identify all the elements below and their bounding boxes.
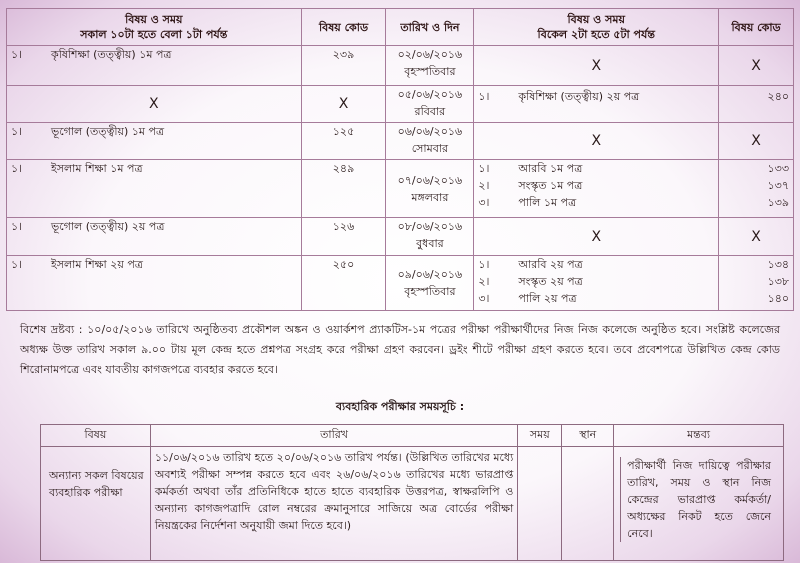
date: ০৮/০৬/২০১৬ <box>397 220 463 233</box>
practical-time <box>518 447 562 561</box>
practical-remarks-cell <box>614 447 784 561</box>
subject: কৃষিশিক্ষা (তত্ত্বীয়) ২য় পত্র <box>518 90 640 103</box>
code-cell: ১২৬ <box>301 218 386 256</box>
subject: সংস্কৃত ১ম পত্র <box>518 179 583 192</box>
practical-header-row <box>41 425 784 447</box>
morning-subject-cell <box>7 256 302 311</box>
table-header-row <box>7 9 794 46</box>
code-cell: ২৪০ <box>719 86 794 123</box>
x-mark: X <box>474 123 719 160</box>
serial: ২। <box>478 275 490 288</box>
serial: ১। <box>11 48 23 61</box>
serial: ১। <box>11 162 23 175</box>
date: ০৯/০৬/২০১৬ <box>397 268 463 281</box>
afternoon-header <box>474 9 719 46</box>
day: বৃহস্পতিবার <box>404 65 456 78</box>
date-cell <box>386 218 474 256</box>
serial: ১। <box>478 162 490 175</box>
date: ০৫/০৬/২০১৬ <box>397 88 463 101</box>
table-row <box>7 123 794 160</box>
day: মঙ্গলবার <box>411 190 449 204</box>
x-mark: X <box>719 123 794 160</box>
code-cell: ২৩৯ <box>301 46 386 86</box>
subject: সংস্কৃত ২য় পত্র <box>518 275 583 288</box>
practical-date-text: ১১/০৬/২০১৬ তারিখ হতে ২০/০৬/২০১৬ তারিখ পর্যন্ত। (উল্লিখিত তারিখের মধ্যে অবশ্যই পরীক্ষা সম্পন্ন করতে হবে এবং ২৬/০৬/২০১৬ তারিখের মধ্যে ভারপ্রাপ্ত কর্মকর্তা অথবা তাঁর প্রতিনিধিকে হাতে হাতে ব্যবহারিক উত্তরপত্র, স্বাক্ষরলিপি ও অন্যান্য কাগজপত্রাদি রোল নম্বরের ক্রমানুসারে সাজিয়ে অত্র বোর্ডের পরীক্ষা নিয়ন্ত্রকের নির্দেশনা অনুযায়ী জমা দিতে হবে।) <box>150 447 517 561</box>
morning-subject-cell <box>7 218 302 256</box>
subject: ইসলাম শিক্ষা ১ম পত্র <box>51 162 143 175</box>
subject: ভূগোল (তত্ত্বীয়) ২য় পত্র <box>51 220 165 233</box>
practical-place <box>562 447 614 561</box>
morning-subject-cell <box>7 46 302 86</box>
x-mark: X <box>474 218 719 256</box>
afternoon-subject-cell <box>474 160 719 218</box>
afternoon-subject-cell <box>474 86 719 123</box>
table-row <box>7 86 794 123</box>
serial: ৩। <box>478 292 490 305</box>
code-cell: ১৩৪ ১৩৮ ১৪০ <box>719 256 794 311</box>
afternoon-subject-cell <box>474 256 719 311</box>
serial: ১। <box>11 258 23 271</box>
table-row <box>7 256 794 311</box>
morning-subject-cell <box>7 160 302 218</box>
table-row <box>7 46 794 86</box>
morning-time: সকাল ১০টা হতে বেলা ১টা পর্যন্ত <box>80 28 228 41</box>
subject: আরবি ১ম পত্র <box>518 162 583 175</box>
code-cell: ২৫০ <box>301 256 386 311</box>
day: বুধবার <box>416 237 444 250</box>
time-header: সময় <box>518 425 562 447</box>
code-header: বিষয় কোড <box>301 9 386 46</box>
subject: ভূগোল (তত্ত্বীয়) ১ম পত্র <box>51 125 165 138</box>
x-mark: X <box>474 46 719 86</box>
date: ০৭/০৬/২০১৬ <box>397 173 463 187</box>
remarks-header: মন্তব্য <box>614 425 784 447</box>
date-header: তারিখ <box>150 425 517 447</box>
afternoon-title: বিষয় ও সময় <box>567 13 625 26</box>
exam-schedule-table <box>6 8 794 311</box>
date-cell <box>386 160 474 218</box>
morning-header <box>7 9 302 46</box>
code-cell: ১২৫ <box>301 123 386 160</box>
date-cell <box>386 256 474 311</box>
morning-subject-cell <box>7 123 302 160</box>
table-row <box>7 160 794 218</box>
subject-header: বিষয় <box>41 425 151 447</box>
serial: ২। <box>478 179 490 192</box>
practical-subject: অন্যান্য সকল বিষয়ের ব্যবহারিক পরীক্ষা <box>41 447 151 561</box>
afternoon-time: বিকেল ২টা হতে ৫টা পর্যন্ত <box>537 28 655 41</box>
date-cell <box>386 123 474 160</box>
place-header: স্থান <box>562 425 614 447</box>
x-mark: X <box>7 86 302 123</box>
practical-schedule-table <box>40 424 784 561</box>
serial: ১। <box>11 125 23 138</box>
day: রবিবার <box>414 105 446 118</box>
code-cell: ১৩৩ ১৩৭ ১৩৯ <box>719 160 794 218</box>
subject: পালি ২য় পত্র <box>518 292 577 305</box>
morning-title: বিষয় ও সময় <box>125 13 183 26</box>
date: ০৬/০৬/২০১৬ <box>397 125 463 138</box>
serial: ১। <box>11 220 23 233</box>
practical-heading: ব্যবহারিক পরীক্ষার সময়সূচি : <box>335 400 465 413</box>
day: বৃহস্পতিবার <box>404 285 456 298</box>
serial: ১। <box>478 90 490 103</box>
date-cell <box>386 86 474 123</box>
special-note: বিশেষ দ্রষ্টব্য : ১০/০৫/২০১৬ তারিখে অনুষ্ঠিতব্য প্রকৌশল অঙ্কন ও ওয়ার্কশপ প্র্যাকটিস-১ম পত্রের পরীক্ষা পরীক্ষার্থীদের নিজ নিজ কলেজে অনুষ্ঠিত হবে। সংশ্লিষ্ট কলেজের অধ্যক্ষ উক্ত তারিখ সকাল ৯.০০ টায় মূল কেন্দ্র হতে প্রশ্নপত্র সংগ্রহ করে পরীক্ষা গ্রহণ করবেন। ড্রইং শীটে পরীক্ষা গ্রহণ করতে হবে। তবে প্রবেশপত্রে উল্লিখিত কেন্দ্র কোড শিরোনামপত্রে এবং যাবতীয় কাগজপত্রে ব্যবহার করতে হবে। <box>20 323 780 376</box>
x-mark: X <box>719 218 794 256</box>
subject: আরবি ২য় পত্র <box>518 258 583 271</box>
table-row <box>7 218 794 256</box>
subject: কৃষিশিক্ষা (তত্ত্বীয়) ১ম পত্র <box>51 48 172 61</box>
practical-remarks: পরীক্ষার্থী নিজ দায়িত্বে পরীক্ষার তারিখ, সময় ও স্থান নিজ কেন্দ্রের ভারপ্রাপ্ত কর্মকর্তা/অধ্যক্ষের নিকট হতে জেনে নেবে। <box>620 457 777 542</box>
date-cell <box>386 46 474 86</box>
code-header-2: বিষয় কোড <box>719 9 794 46</box>
x-mark: X <box>719 46 794 86</box>
code-cell: ২৪৯ <box>301 160 386 218</box>
date-day-header: তারিখ ও দিন <box>386 9 474 46</box>
day: সোমবার <box>411 142 449 155</box>
practical-row <box>41 447 784 561</box>
serial: ১। <box>478 258 490 271</box>
serial: ৩। <box>478 196 490 209</box>
subject: পালি ১ম পত্র <box>518 196 577 209</box>
date: ০২/০৬/২০১৬ <box>397 48 463 61</box>
subject: ইসলাম শিক্ষা ২য় পত্র <box>51 258 143 271</box>
x-mark: X <box>301 86 386 123</box>
